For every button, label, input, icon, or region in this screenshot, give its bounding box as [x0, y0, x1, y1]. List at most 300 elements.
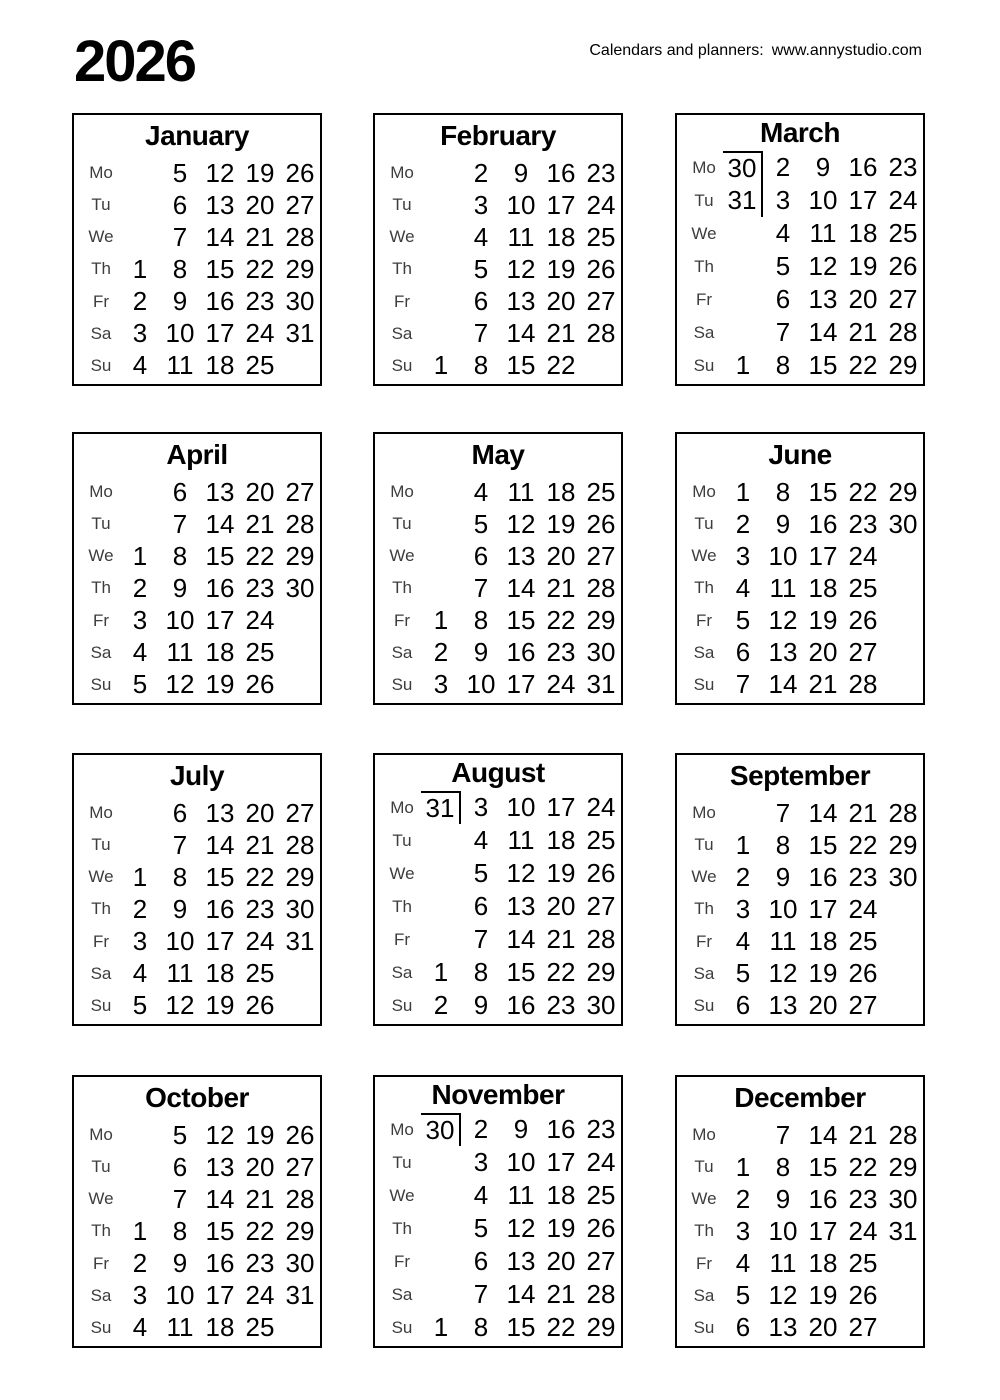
date-cell: 15	[506, 350, 536, 381]
month-box-october	[72, 1075, 322, 1348]
date-cell: 14	[808, 1119, 838, 1150]
weekday-label: Th	[91, 578, 111, 598]
date-cell: 19	[546, 858, 576, 888]
empty-date-cell	[120, 1183, 160, 1215]
date-cell: 6	[172, 476, 188, 507]
weekday-row-mo	[383, 476, 621, 508]
weekday-label: We	[691, 546, 717, 566]
weekday-label: We	[88, 867, 114, 887]
weekday-label: Su	[391, 995, 413, 1015]
date-cell: 7	[473, 924, 489, 954]
weekday-row-sa	[383, 318, 621, 350]
date-cell: 1	[132, 253, 148, 284]
date-cell: 13	[506, 286, 536, 317]
weekday-label: Su	[693, 995, 715, 1015]
date-cell: 24	[848, 1215, 878, 1246]
date-cell: 21	[546, 572, 576, 603]
weekday-label: Th	[694, 578, 714, 598]
weekday-label: Fr	[393, 291, 411, 311]
date-cell: 11	[166, 350, 194, 381]
empty-date-cell	[421, 1212, 461, 1245]
date-cell: 22	[848, 476, 878, 507]
date-cell: 23	[546, 637, 576, 668]
date-cell: 18	[848, 218, 878, 248]
weekday-row-we	[82, 1183, 320, 1215]
weekday-label: Tu	[91, 195, 111, 215]
weekday-label: Su	[693, 355, 715, 375]
date-cell: 26	[285, 157, 315, 188]
weekday-label: Th	[392, 1218, 412, 1238]
date-cell: 13	[205, 189, 235, 220]
weekday-row-mo	[383, 157, 621, 189]
weekday-row-we	[685, 217, 923, 250]
date-cell: 6	[473, 286, 489, 317]
month-box-august	[373, 753, 623, 1026]
weekday-label: Tu	[392, 830, 412, 850]
date-cell: 4	[473, 1180, 489, 1210]
date-cell: 5	[172, 1119, 188, 1150]
empty-date-cell	[581, 350, 621, 382]
weekday-label: Fr	[393, 929, 411, 949]
date-cell: 30	[285, 286, 315, 317]
date-cell: 1	[433, 1312, 449, 1342]
date-cell: 17	[848, 185, 878, 215]
date-cell: 30	[285, 572, 315, 603]
date-cell: 19	[245, 157, 275, 188]
weekday-label: We	[88, 1189, 114, 1209]
date-cell: 25	[586, 476, 616, 507]
date-cell: 27	[586, 540, 616, 571]
date-cell: 16	[808, 1183, 838, 1214]
weekday-row-tu	[685, 829, 923, 861]
date-cell: 2	[735, 861, 751, 892]
date-cell: 3	[132, 605, 148, 636]
weekday-row-su	[685, 669, 923, 701]
weekday-label: Sa	[693, 963, 715, 983]
date-cell: 4	[132, 958, 148, 989]
date-cell: 1	[735, 476, 751, 507]
month-rows	[677, 151, 923, 384]
date-cell: 17	[506, 669, 536, 700]
weekday-label: Mo	[692, 1125, 716, 1145]
weekday-row-fr	[685, 283, 923, 316]
empty-date-cell	[883, 1312, 923, 1344]
date-cell: 30	[888, 1183, 918, 1214]
date-cell: 3	[132, 318, 148, 349]
date-cell: 9	[775, 1183, 791, 1214]
date-cell: 16	[506, 990, 536, 1020]
date-cell: 5	[473, 858, 489, 888]
weekday-row-we	[82, 861, 320, 893]
date-cell: 7	[473, 318, 489, 349]
date-cell: 7	[473, 1279, 489, 1309]
weekday-row-fr	[383, 1245, 621, 1278]
date-cell: 28	[888, 1119, 918, 1150]
date-cell: 10	[466, 669, 496, 700]
date-cell: 23	[245, 286, 275, 317]
date-cell: 11	[769, 1248, 797, 1279]
weekday-label: Sa	[90, 323, 112, 343]
date-cell: 16	[546, 1114, 576, 1144]
date-cell: 5	[473, 508, 489, 539]
date-cell: 7	[172, 829, 188, 860]
weekday-row-tu	[383, 1146, 621, 1179]
date-cell: 31	[586, 669, 616, 700]
weekday-label: Mo	[89, 803, 113, 823]
date-cell: 16	[205, 286, 235, 317]
weekday-row-sa	[383, 637, 621, 669]
date-cell: 19	[808, 958, 838, 989]
month-box-april	[72, 432, 322, 705]
date-cell: 1	[433, 957, 449, 987]
weekday-label: Tu	[694, 514, 714, 534]
date-cell: 13	[768, 637, 798, 668]
date-cell: 4	[473, 476, 489, 507]
date-cell: 19	[546, 253, 576, 284]
weekday-label: Mo	[390, 163, 414, 183]
date-cell: 15	[205, 861, 235, 892]
date-cell: 22	[848, 350, 878, 380]
weekday-row-su	[685, 349, 923, 382]
weekday-row-sa	[82, 637, 320, 669]
date-cell: 8	[473, 957, 489, 987]
empty-date-cell	[421, 572, 461, 604]
date-cell: 13	[205, 1151, 235, 1182]
month-title: May	[471, 439, 525, 470]
weekday-row-we	[685, 1183, 923, 1215]
date-cell: 29	[285, 253, 315, 284]
weekday-label: Su	[693, 1317, 715, 1337]
date-cell: 7	[172, 508, 188, 539]
weekday-label: We	[389, 546, 415, 566]
empty-date-cell	[421, 857, 461, 890]
date-cell: 6	[735, 1312, 751, 1343]
date-cell: 23	[586, 157, 616, 188]
date-cell: 18	[808, 572, 838, 603]
date-cell: 12	[165, 990, 195, 1021]
date-cell: 18	[205, 1312, 235, 1343]
weekday-label: We	[691, 867, 717, 887]
date-cell: 12	[768, 1280, 798, 1311]
date-cell: 3	[132, 1280, 148, 1311]
date-cell: 25	[586, 221, 616, 252]
date-cell: 21	[848, 797, 878, 828]
date-cell: 1	[132, 861, 148, 892]
date-cell: 26	[586, 253, 616, 284]
date-cell: 22	[546, 1312, 576, 1342]
date-cell: 29	[285, 1215, 315, 1246]
date-cell: 30	[285, 893, 315, 924]
date-cell: 8	[172, 861, 188, 892]
weekday-label: Th	[694, 1221, 714, 1241]
weekday-label: Mo	[692, 482, 716, 502]
weekday-row-sa	[82, 958, 320, 990]
date-cell: 23	[546, 990, 576, 1020]
date-cell: 17	[546, 1147, 576, 1177]
weekday-row-mo	[685, 797, 923, 829]
date-cell: 4	[473, 825, 489, 855]
weekday-row-th	[82, 1215, 320, 1247]
date-cell: 13	[506, 891, 536, 921]
weekday-label: Th	[91, 899, 111, 919]
empty-date-cell	[723, 283, 763, 316]
weekday-label: Su	[90, 1317, 112, 1337]
date-cell: 26	[848, 605, 878, 636]
weekday-label: Th	[392, 259, 412, 279]
date-cell: 23	[586, 1114, 616, 1144]
date-cell: 29	[888, 1151, 918, 1182]
weekday-label: Fr	[695, 931, 713, 951]
date-cell: 21	[245, 221, 275, 252]
weekday-row-th	[685, 893, 923, 925]
empty-date-cell	[883, 637, 923, 669]
empty-date-cell	[120, 829, 160, 861]
date-cell: 10	[165, 605, 195, 636]
month-rows	[375, 791, 621, 1024]
date-cell: 5	[735, 958, 751, 989]
date-cell: 12	[165, 669, 195, 700]
date-cell: 3	[433, 669, 449, 700]
month-title: February	[440, 120, 556, 151]
tagline-url: www.annystudio.com	[771, 42, 922, 59]
weekday-row-fr	[685, 926, 923, 958]
weekday-row-mo	[685, 151, 923, 184]
date-cell: 5	[473, 253, 489, 284]
weekday-row-fr	[383, 605, 621, 637]
date-cell: 24	[245, 605, 275, 636]
weekday-label: Fr	[92, 291, 110, 311]
weekday-row-fr	[383, 923, 621, 956]
month-rows	[74, 476, 320, 703]
date-cell: 15	[506, 605, 536, 636]
empty-date-cell	[421, 253, 461, 285]
date-cell: 19	[546, 1213, 576, 1243]
weekday-label: Th	[91, 259, 111, 279]
weekday-row-th	[383, 572, 621, 604]
empty-date-cell	[883, 893, 923, 925]
date-cell: 12	[506, 253, 536, 284]
date-cell: 26	[586, 858, 616, 888]
weekday-label: Tu	[91, 835, 111, 855]
empty-date-cell	[120, 476, 160, 508]
date-cell: 18	[808, 1248, 838, 1279]
date-cell: 20	[546, 286, 576, 317]
weekday-row-tu	[82, 829, 320, 861]
weekday-label: We	[691, 223, 717, 243]
date-cell: 7	[172, 1183, 188, 1214]
date-cell: 14	[808, 317, 838, 347]
date-cell: 19	[245, 1119, 275, 1150]
month-box-june	[675, 432, 925, 705]
date-cell: 10	[165, 318, 195, 349]
date-cell: 15	[506, 957, 536, 987]
month-rows	[677, 797, 923, 1024]
date-cell: 20	[245, 476, 275, 507]
date-cell: 24	[888, 185, 918, 215]
weekday-row-su	[82, 669, 320, 701]
weekday-row-sa	[383, 956, 621, 989]
date-cell: 28	[586, 1279, 616, 1309]
empty-date-cell	[883, 669, 923, 701]
date-cell: 27	[586, 1246, 616, 1276]
date-cell: 21	[546, 318, 576, 349]
date-cell: 31	[285, 926, 315, 957]
date-cell: 9	[172, 893, 188, 924]
weekday-label: Mo	[89, 1125, 113, 1145]
date-cell: 18	[546, 476, 576, 507]
date-cell: 25	[848, 572, 878, 603]
weekday-label: Tu	[694, 1157, 714, 1177]
date-cell: 23	[848, 1183, 878, 1214]
weekday-label: Th	[392, 578, 412, 598]
weekday-row-we	[383, 221, 621, 253]
weekday-label: Sa	[391, 323, 413, 343]
date-cell: 6	[473, 891, 489, 921]
date-cell: 25	[586, 825, 616, 855]
date-cell: 13	[205, 797, 235, 828]
weekday-label: Fr	[695, 1253, 713, 1273]
date-cell: 8	[172, 1215, 188, 1246]
weekday-label: Sa	[693, 322, 715, 342]
date-cell: 28	[285, 221, 315, 252]
month-box-february	[373, 113, 623, 386]
weekday-label: We	[691, 1189, 717, 1209]
weekday-row-su	[82, 350, 320, 382]
date-cell: 24	[848, 540, 878, 571]
date-cell: 18	[205, 637, 235, 668]
date-cell: 8	[775, 829, 791, 860]
weekday-row-th	[82, 893, 320, 925]
date-cell: 6	[735, 637, 751, 668]
date-cell: 20	[546, 540, 576, 571]
weekday-row-tu	[383, 508, 621, 540]
date-cell: 15	[808, 829, 838, 860]
date-cell: 3	[132, 926, 148, 957]
date-cell: 7	[172, 221, 188, 252]
weekday-row-th	[685, 572, 923, 604]
date-cell: 11	[507, 476, 535, 507]
date-cell: 6	[735, 990, 751, 1021]
date-cell: 19	[808, 1280, 838, 1311]
weekday-row-su	[82, 990, 320, 1022]
date-cell: 14	[205, 221, 235, 252]
date-cell: 28	[888, 797, 918, 828]
weekday-row-sa	[685, 1280, 923, 1312]
weekday-label: Mo	[692, 157, 716, 177]
date-cell: 30	[586, 637, 616, 668]
date-cell: 10	[506, 792, 536, 822]
weekday-label: Fr	[92, 610, 110, 630]
date-cell: 29	[586, 957, 616, 987]
date-cell: 27	[586, 891, 616, 921]
empty-date-cell	[280, 605, 320, 637]
date-cell: 22	[848, 829, 878, 860]
date-cell: 13	[768, 1312, 798, 1343]
weekday-row-sa	[685, 316, 923, 349]
weekday-label: Fr	[92, 1253, 110, 1273]
date-cell: 19	[205, 990, 235, 1021]
date-cell: 14	[205, 508, 235, 539]
date-cell: 1	[735, 350, 751, 380]
date-cell: 29	[888, 476, 918, 507]
date-cell: 23	[848, 861, 878, 892]
weekday-row-mo	[82, 1119, 320, 1151]
date-cell: 27	[285, 476, 315, 507]
date-cell: 20	[245, 189, 275, 220]
empty-date-cell	[883, 990, 923, 1022]
empty-date-cell	[280, 990, 320, 1022]
date-cell: 23	[245, 893, 275, 924]
date-cell: 16	[205, 893, 235, 924]
date-cell: 2	[132, 893, 148, 924]
date-cell: 15	[808, 350, 838, 380]
empty-date-cell	[421, 540, 461, 572]
date-cell: 17	[205, 318, 235, 349]
date-cell: 14	[506, 572, 536, 603]
weekday-label: We	[88, 546, 114, 566]
empty-date-cell	[723, 316, 763, 349]
date-cell: 22	[546, 957, 576, 987]
date-cell: 11	[166, 1312, 194, 1343]
date-cell: 18	[546, 825, 576, 855]
weekday-label: Sa	[90, 1285, 112, 1305]
weekday-label: Mo	[89, 482, 113, 502]
empty-date-cell	[883, 1248, 923, 1280]
date-cell: 14	[506, 924, 536, 954]
weekday-row-we	[685, 861, 923, 893]
date-cell: 5	[775, 251, 791, 281]
weekday-row-su	[383, 989, 621, 1022]
month-title: June	[768, 439, 832, 470]
date-cell: 20	[848, 284, 878, 314]
date-cell: 9	[775, 508, 791, 539]
date-cell: 7	[775, 317, 791, 347]
date-cell: 15	[808, 476, 838, 507]
date-cell: 20	[808, 637, 838, 668]
date-cell: 7	[473, 572, 489, 603]
weekday-row-fr	[383, 286, 621, 318]
weekday-label: Sa	[693, 1285, 715, 1305]
month-title: July	[169, 760, 225, 791]
weekday-row-tu	[685, 508, 923, 540]
empty-date-cell	[280, 637, 320, 669]
tagline-label: Calendars and planners:	[589, 42, 764, 59]
date-cell: 11	[507, 221, 535, 252]
date-cell: 3	[473, 792, 489, 822]
date-cell: 23	[848, 508, 878, 539]
date-cell: 26	[586, 508, 616, 539]
empty-date-cell	[883, 572, 923, 604]
date-cell: 3	[473, 189, 489, 220]
weekday-label: Tu	[91, 1157, 111, 1177]
date-cell: 14	[506, 318, 536, 349]
date-cell: 11	[769, 572, 797, 603]
date-cell: 28	[285, 1183, 315, 1214]
month-box-march	[675, 113, 925, 386]
date-cell: 2	[433, 637, 449, 668]
weekday-row-mo	[82, 476, 320, 508]
empty-date-cell	[883, 540, 923, 572]
date-cell: 12	[506, 508, 536, 539]
date-cell: 27	[888, 284, 918, 314]
date-cell: 3	[775, 185, 791, 215]
weekday-row-we	[383, 540, 621, 572]
date-cell: 13	[205, 476, 235, 507]
weekday-row-mo	[685, 476, 923, 508]
date-cell: 20	[808, 990, 838, 1021]
date-cell: 22	[546, 350, 576, 381]
weekday-label: Tu	[392, 195, 412, 215]
